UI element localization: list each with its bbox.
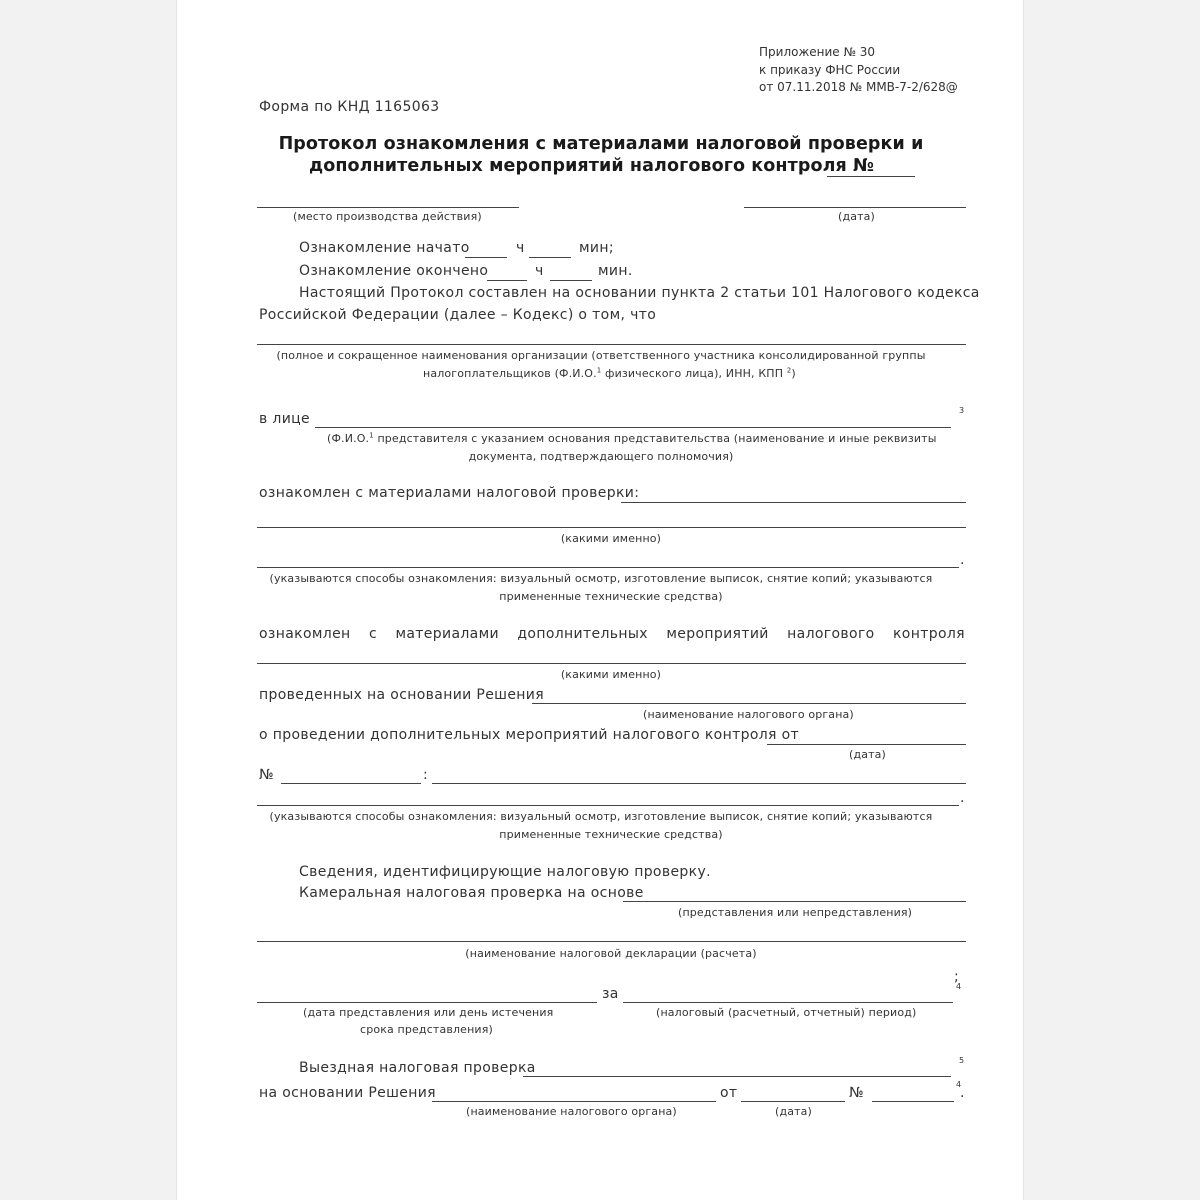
field-decision-authority-field bbox=[432, 1101, 716, 1102]
organization-caption-line1: (полное и сокращенное наименования организации (ответственного участника консолидированной группы bbox=[276, 349, 926, 362]
document-page bbox=[176, 0, 1024, 1200]
field-decision-date-field bbox=[741, 1101, 845, 1102]
started-label: Ознакомление начато bbox=[299, 240, 470, 256]
period-mark: . bbox=[960, 1085, 965, 1101]
in-person-label: в лице bbox=[259, 411, 310, 427]
submission-field bbox=[623, 901, 966, 902]
footnote-mark-4: 4 bbox=[956, 1080, 962, 1089]
field-audit-field bbox=[523, 1076, 951, 1077]
field-decision-number-field bbox=[872, 1101, 954, 1102]
footnote-mark-3: 3 bbox=[959, 406, 965, 415]
which-caption: (какими именно) bbox=[560, 668, 662, 681]
declaration-field bbox=[257, 941, 966, 942]
tax-authority-caption: (наименование налогового органа) bbox=[466, 1105, 677, 1118]
place-field bbox=[257, 207, 519, 208]
tax-authority-caption: (наименование налогового органа) bbox=[643, 708, 854, 721]
declaration-caption: (наименование налоговой декларации (расчета) bbox=[465, 947, 757, 960]
minutes-unit: мин; bbox=[579, 240, 614, 256]
footnote-mark-4: 4 bbox=[956, 982, 962, 991]
hours-unit: ч bbox=[516, 240, 525, 256]
decision-basis-label: на основании Решения bbox=[259, 1085, 436, 1101]
form-code: Форма по КНД 1165063 bbox=[259, 99, 440, 115]
decision-details-field bbox=[432, 783, 966, 784]
number-sign: № bbox=[849, 1085, 864, 1101]
started-hours-field bbox=[465, 257, 507, 258]
tax-period-field bbox=[623, 1002, 953, 1003]
acquainted-extra-label: ознакомлен с материалами дополнительных мероприятий налогового контроля bbox=[259, 626, 965, 642]
decision-date-field bbox=[767, 744, 966, 745]
desk-audit-label: Камеральная налоговая проверка на основе bbox=[299, 885, 644, 901]
document-title-line1: Протокол ознакомления с материалами налоговой проверки и bbox=[278, 134, 924, 154]
order-reference: к приказу ФНС России bbox=[759, 63, 901, 77]
submission-date-caption-line1: (дата представления или день истечения bbox=[303, 1006, 554, 1019]
conducted-basis-label: проведенных на основании Решения bbox=[259, 687, 545, 703]
date-caption: (дата) bbox=[838, 210, 875, 223]
semicolon-mark: ; bbox=[954, 969, 960, 985]
acquainted-audit-label: ознакомлен с материалами налоговой проверки: bbox=[259, 485, 640, 501]
extra-methods-field bbox=[257, 805, 959, 806]
submission-caption: (представления или непредставления) bbox=[678, 906, 913, 919]
audit-methods-field bbox=[257, 567, 959, 568]
colon-mark: : bbox=[423, 767, 429, 783]
decision-authority-field bbox=[532, 703, 966, 704]
decision-number-field bbox=[281, 783, 421, 784]
minutes-unit: мин. bbox=[598, 263, 633, 279]
finished-minutes-field bbox=[550, 280, 592, 281]
representative-field bbox=[315, 427, 951, 428]
period-mark: . bbox=[960, 552, 965, 568]
conducting-extra-label: о проведении дополнительных мероприятий налогового контроля от bbox=[259, 727, 800, 743]
audit-materials-field-2 bbox=[257, 527, 966, 528]
field-audit-label: Выездная налоговая проверка bbox=[299, 1060, 536, 1076]
date-field bbox=[744, 207, 966, 208]
extra-methods-caption-line2: примененные технические средства) bbox=[499, 828, 723, 841]
finished-label: Ознакомление окончено bbox=[299, 263, 489, 279]
date-caption: (дата) bbox=[849, 748, 886, 761]
for-label: за bbox=[602, 986, 619, 1002]
audit-materials-field bbox=[621, 502, 966, 503]
date-caption: (дата) bbox=[775, 1105, 812, 1118]
hours-unit: ч bbox=[535, 263, 544, 279]
extra-methods-caption-line1: (указываются способы ознакомления: визуальный осмотр, изготовление выписок, снятие копий; указываются bbox=[269, 810, 933, 823]
organization-caption-line2: налогоплательщиков (Ф.И.О.$^1$ физического лица), ИНН, КПП $^2$) bbox=[423, 366, 796, 380]
finished-hours-field bbox=[487, 280, 527, 281]
organization-field bbox=[257, 344, 966, 345]
from-label: от bbox=[720, 1085, 738, 1101]
number-sign: № bbox=[259, 767, 274, 783]
appendix-number: Приложение № 30 bbox=[759, 45, 876, 59]
document-title-line2: дополнительных мероприятий налогового контроля № bbox=[309, 156, 875, 176]
representative-caption-line1: (Ф.И.О.$^1$ представителя с указанием основания представительства (наименование и иные реквизиты bbox=[327, 431, 937, 445]
order-date: от 07.11.2018 № ММВ-7-2/628@ bbox=[759, 80, 958, 94]
started-minutes-field bbox=[529, 257, 571, 258]
protocol-number-field bbox=[827, 176, 915, 177]
tax-period-caption: (налоговый (расчетный, отчетный) период) bbox=[656, 1006, 917, 1019]
audit-methods-caption-line1: (указываются способы ознакомления: визуальный осмотр, изготовление выписок, снятие копий; указываются bbox=[269, 572, 933, 585]
place-caption: (место производства действия) bbox=[293, 210, 482, 223]
submission-date-field bbox=[257, 1002, 597, 1003]
submission-date-caption-line2: срока представления) bbox=[360, 1023, 493, 1036]
audit-info-heading: Сведения, идентифицирующие налоговую проверку. bbox=[299, 864, 711, 880]
which-caption: (какими именно) bbox=[560, 532, 662, 545]
period-mark: . bbox=[960, 790, 965, 806]
audit-methods-caption-line2: примененные технические средства) bbox=[499, 590, 723, 603]
representative-caption-line2: документа, подтверждающего полномочия) bbox=[468, 450, 734, 463]
footnote-mark-5: 5 bbox=[959, 1056, 965, 1065]
extra-materials-field bbox=[257, 663, 966, 664]
basis-text-line1: Настоящий Протокол составлен на основании пункта 2 статьи 101 Налогового кодекса bbox=[299, 285, 980, 301]
basis-text-line2: Российской Федерации (далее – Кодекс) о том, что bbox=[259, 307, 657, 323]
